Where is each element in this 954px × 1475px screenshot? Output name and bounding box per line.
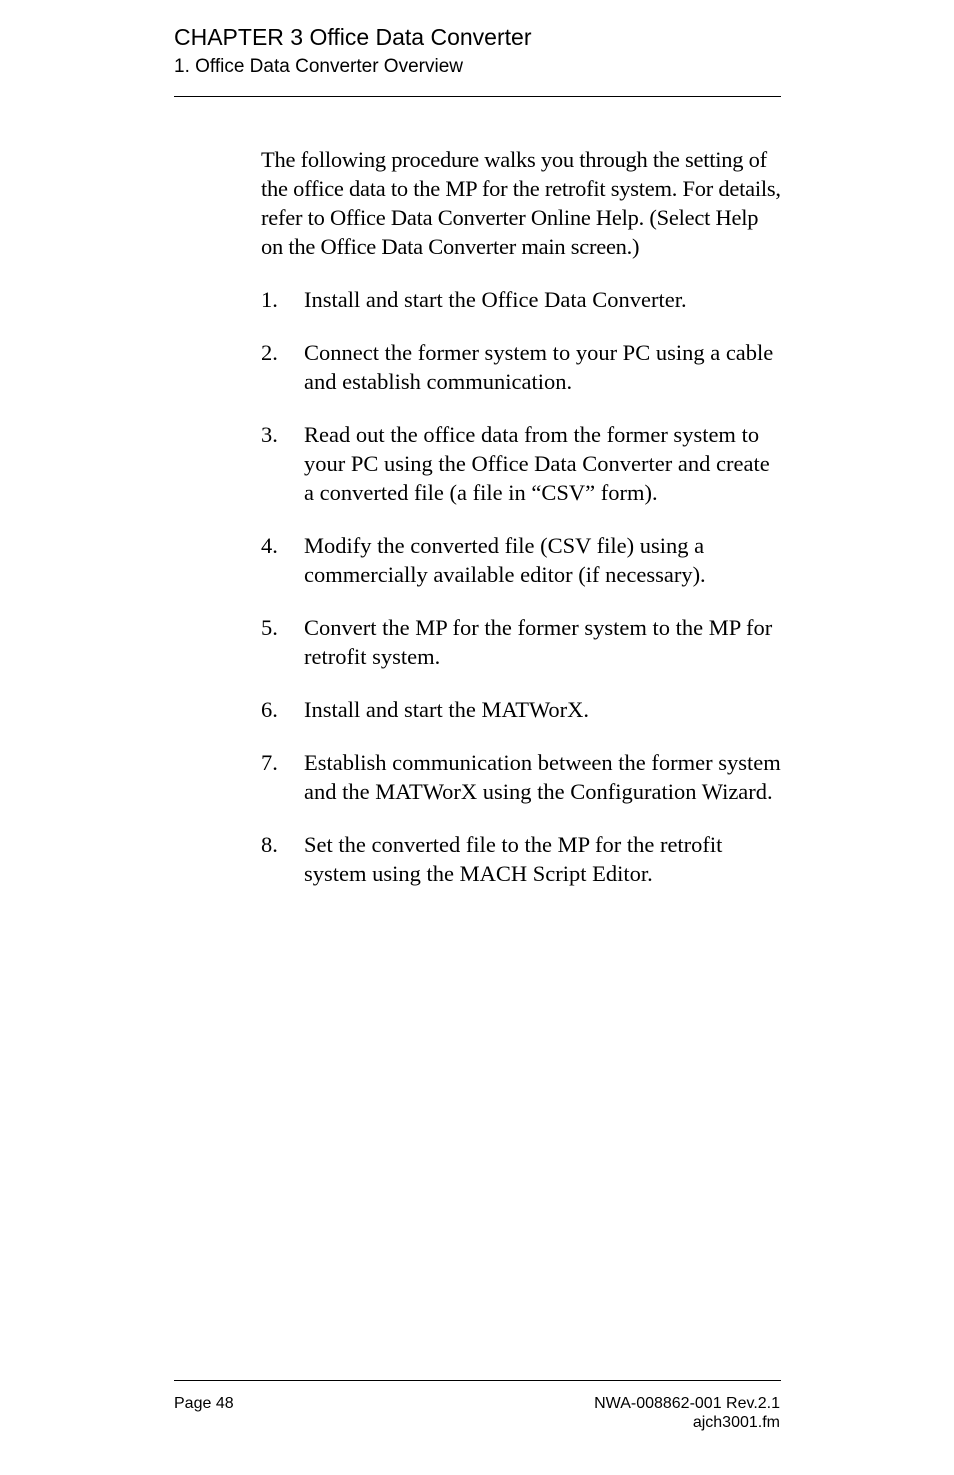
section-title: 1. Office Data Converter Overview bbox=[174, 56, 463, 77]
step-item bbox=[261, 830, 781, 888]
step-text: Read out the office data from the former system to your PC using the Office Data Converter and create a converted file (a file in “CSV” form). bbox=[304, 422, 770, 505]
document-id: NWA-008862-001 Rev.2.1 bbox=[594, 1395, 780, 1412]
intro-paragraph: The following procedure walks you through the setting of the office data to the MP for the retrofit system. For details, refer to Office Data Converter Online Help. (Select Help on the Office Data Converter main screen.) bbox=[261, 147, 781, 259]
step-number: 5. bbox=[261, 615, 278, 640]
step-item bbox=[261, 420, 781, 507]
step-text: Convert the MP for the former system to the MP for retrofit system. bbox=[304, 615, 773, 669]
main-content bbox=[261, 145, 781, 912]
step-text: Install and start the Office Data Converter. bbox=[304, 287, 687, 312]
source-file-name: ajch3001.fm bbox=[692, 1414, 780, 1431]
step-number: 3. bbox=[261, 422, 278, 447]
step-item bbox=[261, 285, 781, 314]
document-info bbox=[594, 1394, 780, 1432]
step-item bbox=[261, 613, 781, 671]
step-item bbox=[261, 338, 781, 396]
procedure-list bbox=[261, 285, 781, 888]
step-number: 7. bbox=[261, 750, 278, 775]
step-number: 8. bbox=[261, 832, 278, 857]
header-divider bbox=[174, 96, 781, 97]
footer-divider bbox=[174, 1380, 781, 1381]
step-text: Connect the former system to your PC using a cable and establish communication. bbox=[304, 340, 774, 394]
step-number: 6. bbox=[261, 697, 278, 722]
step-item bbox=[261, 531, 781, 589]
page-number: Page 48 bbox=[174, 1395, 234, 1412]
step-text: Install and start the MATWorX. bbox=[304, 697, 590, 722]
step-number: 4. bbox=[261, 533, 278, 558]
step-number: 2. bbox=[261, 340, 278, 365]
step-item bbox=[261, 695, 781, 724]
step-text: Set the converted file to the MP for the retrofit system using the MACH Script Editor. bbox=[304, 832, 723, 886]
step-item bbox=[261, 748, 781, 806]
chapter-title: CHAPTER 3 Office Data Converter bbox=[174, 24, 532, 50]
step-number: 1. bbox=[261, 287, 278, 312]
step-text: Modify the converted file (CSV file) using a commercially available editor (if necessary). bbox=[304, 533, 706, 587]
step-text: Establish communication between the former system and the MATWorX using the Configuration Wizard. bbox=[304, 750, 781, 804]
